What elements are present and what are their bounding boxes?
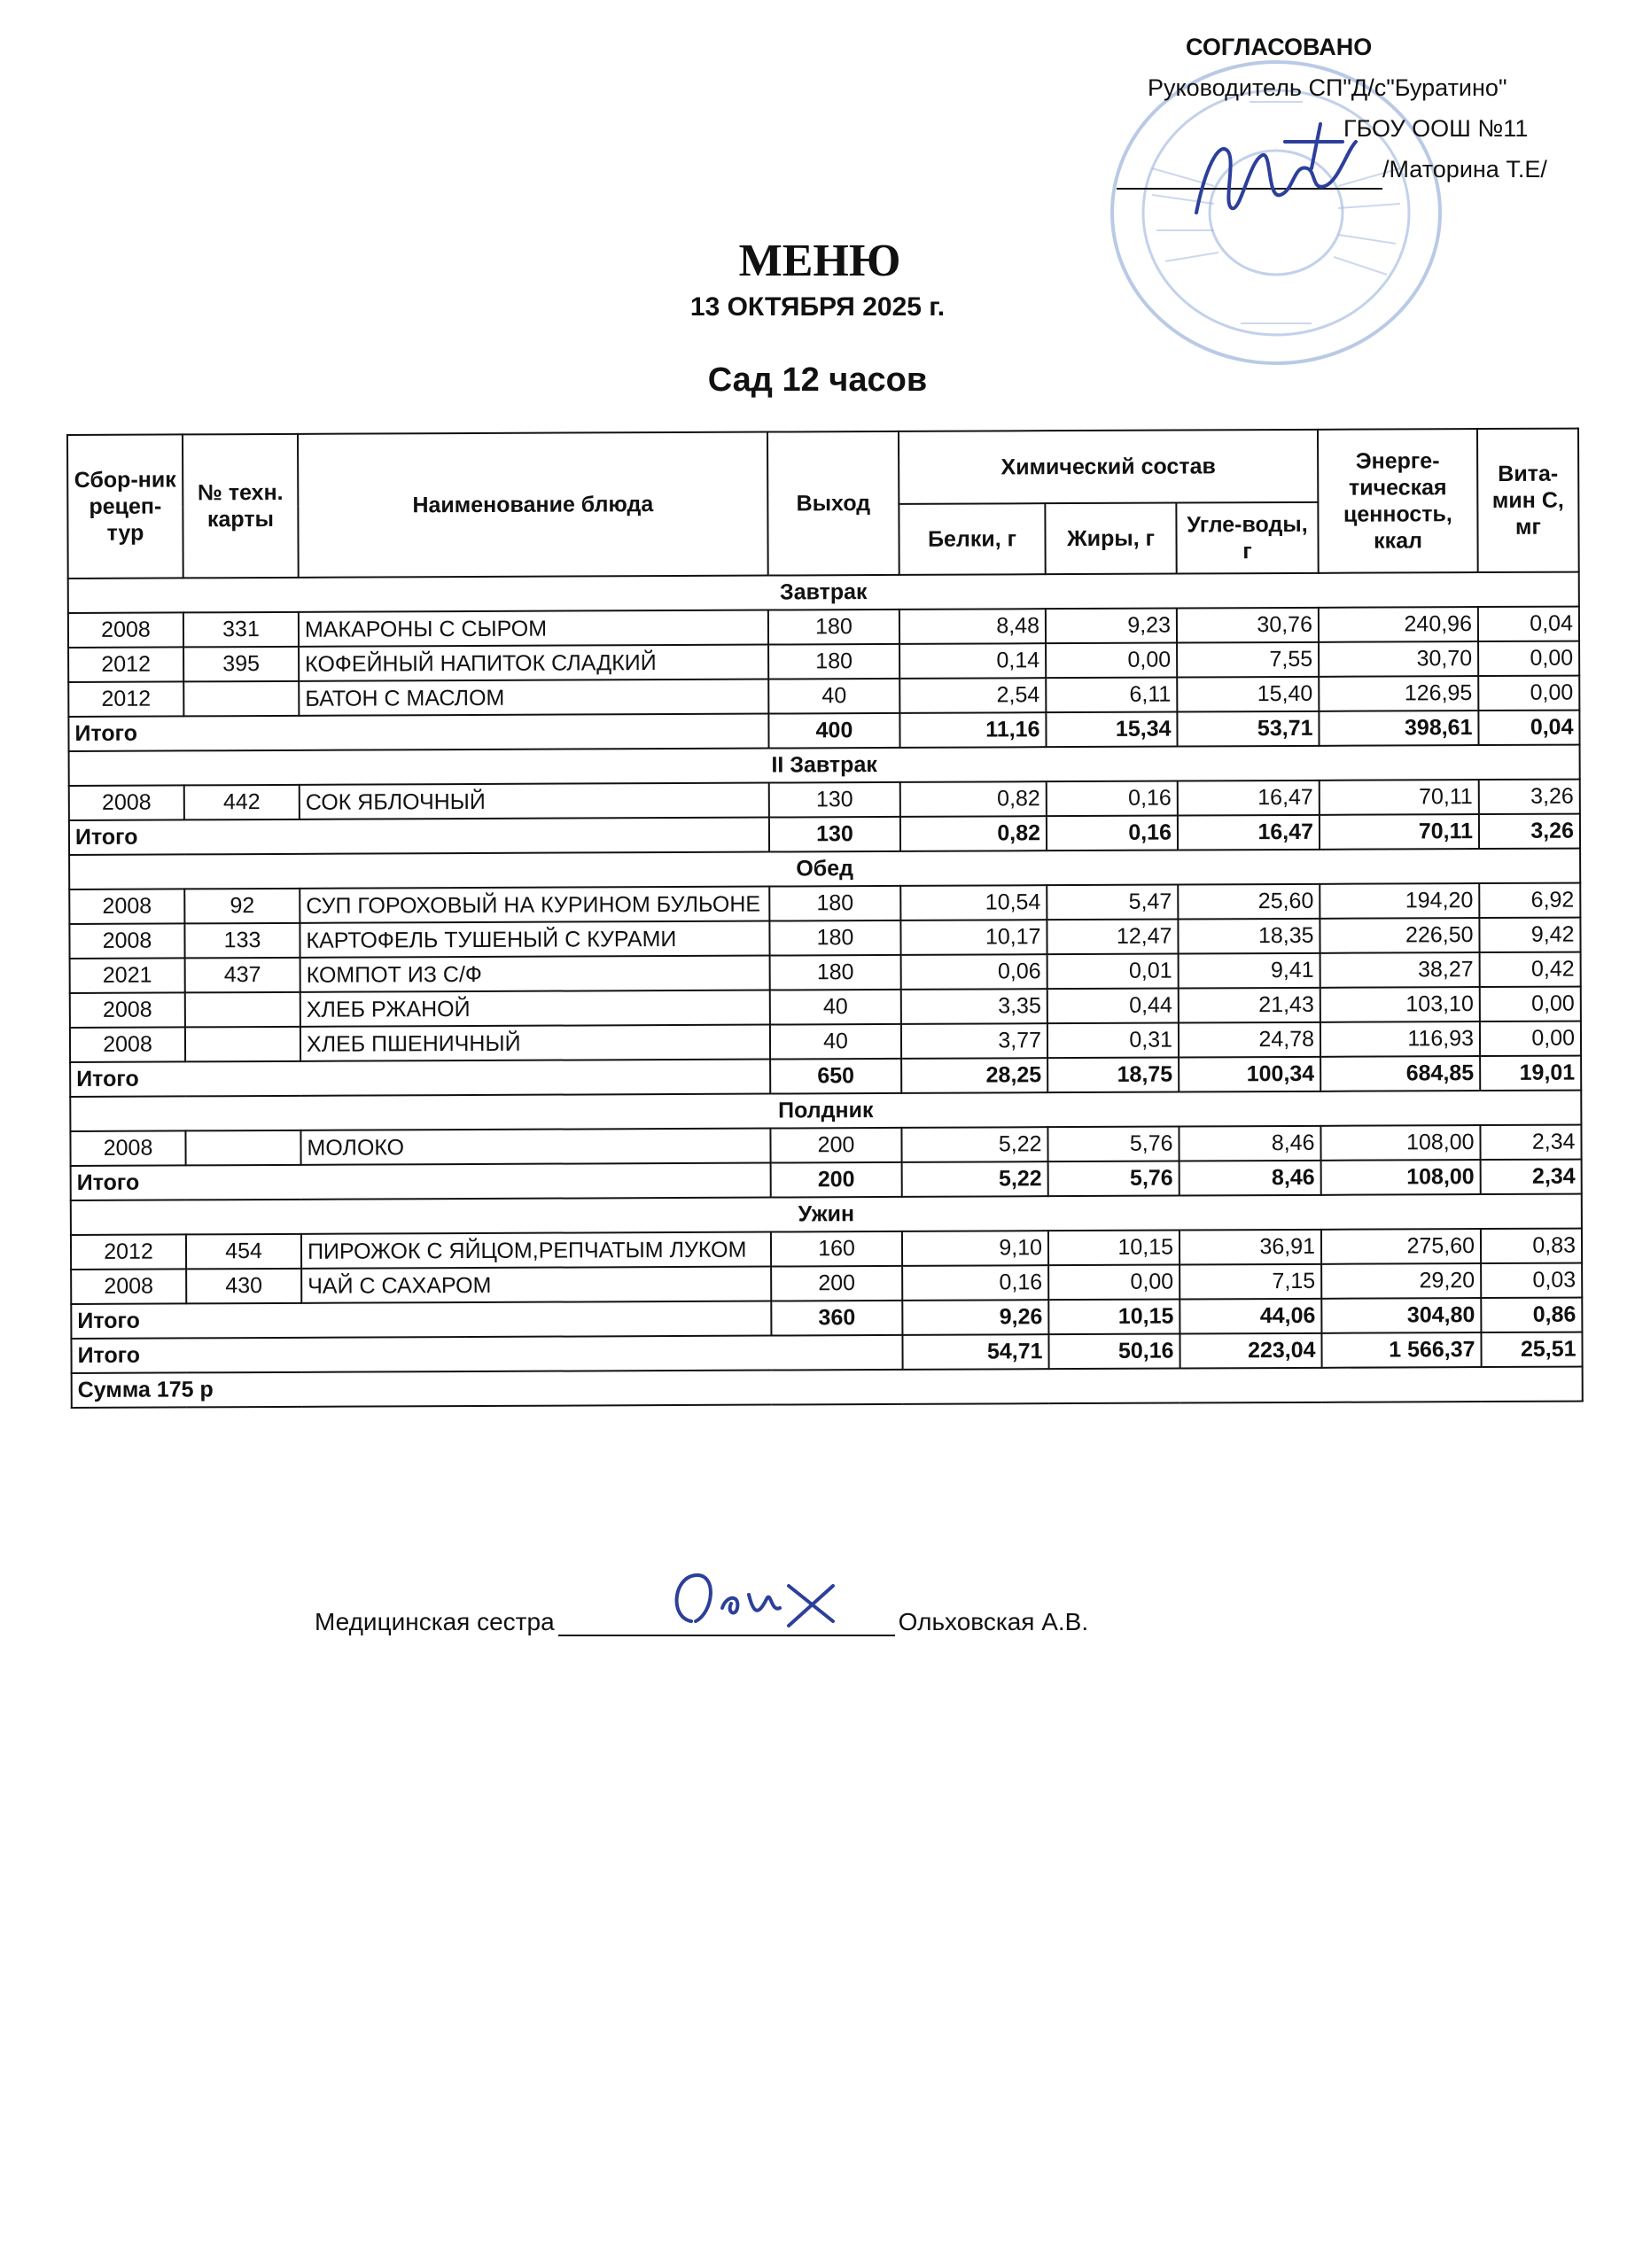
total-fat: 0,16 <box>1047 816 1178 851</box>
header-output: Выход <box>767 431 899 576</box>
cell-output: 40 <box>770 990 901 1025</box>
cell-carbs: 18,35 <box>1178 919 1320 954</box>
grand-total-vitc: 25,51 <box>1481 1332 1582 1367</box>
cell-fat: 0,00 <box>1046 643 1177 679</box>
total-carbs: 8,46 <box>1180 1161 1321 1196</box>
cell-protein: 3,35 <box>901 989 1047 1024</box>
cell-fat: 0,31 <box>1047 1023 1179 1059</box>
cell-output: 40 <box>770 1024 901 1060</box>
cell-carbs: 8,46 <box>1179 1126 1320 1161</box>
total-fat: 5,76 <box>1048 1161 1180 1197</box>
nurse-signature <box>656 1559 868 1639</box>
cell-tech-card: 437 <box>185 958 300 993</box>
cell-dish-name: ХЛЕБ РЖАНОЙ <box>300 990 770 1027</box>
total-carbs: 16,47 <box>1178 815 1320 850</box>
cell-sbornik: 2008 <box>70 992 185 1028</box>
cell-tech-card <box>185 1027 300 1062</box>
meal-section-title: II Завтрак <box>69 745 1580 786</box>
cell-dish-name: МОЛОКО <box>300 1129 770 1165</box>
cell-fat: 0,16 <box>1047 781 1178 817</box>
menu-subtitle-text: Сад 12 часов <box>707 361 928 399</box>
cell-tech-card: 331 <box>183 612 299 648</box>
cell-energy: 108,00 <box>1320 1125 1480 1161</box>
menu-subtitle <box>0 361 1635 400</box>
header-protein: Белки, г <box>899 503 1045 575</box>
total-protein: 0,82 <box>900 816 1047 851</box>
cell-carbs: 7,55 <box>1177 642 1319 678</box>
cell-vitamin-c: 0,03 <box>1481 1263 1582 1298</box>
cell-dish-name: КОМПОТ ИЗ С/Ф <box>300 956 770 992</box>
total-label: Итого <box>71 1301 771 1339</box>
total-energy: 684,85 <box>1320 1056 1480 1091</box>
grand-total-label: Итого <box>71 1335 902 1373</box>
total-output: 200 <box>771 1162 902 1198</box>
cell-dish-name: СУП ГОРОХОВЫЙ НА КУРИНОМ БУЛЬОНЕ <box>300 887 769 923</box>
cell-output: 180 <box>768 610 899 645</box>
total-vitc: 19,01 <box>1480 1056 1581 1091</box>
total-output: 360 <box>771 1301 902 1336</box>
cell-sbornik: 2012 <box>68 647 183 682</box>
cell-protein: 0,06 <box>901 954 1047 990</box>
cell-carbs: 21,43 <box>1179 988 1320 1023</box>
total-protein: 11,16 <box>899 712 1046 748</box>
cell-output: 200 <box>770 1128 901 1163</box>
grand-total-protein: 54,71 <box>902 1334 1048 1370</box>
cell-carbs: 9,41 <box>1179 953 1320 989</box>
nurse-name: Ольховская А.В. <box>898 1608 1089 1635</box>
cell-energy: 240,96 <box>1319 607 1478 642</box>
header-energy: Энерге-тическая ценность, ккал <box>1318 429 1478 573</box>
cell-protein: 8,48 <box>899 609 1046 644</box>
cell-vitamin-c: 0,83 <box>1481 1229 1582 1263</box>
cell-tech-card: 430 <box>186 1269 301 1304</box>
total-protein: 9,26 <box>902 1300 1048 1335</box>
cell-carbs: 30,76 <box>1177 608 1319 643</box>
cell-vitamin-c: 0,42 <box>1480 952 1581 987</box>
approval-title: СОГЛАСОВАНО <box>1186 34 1373 60</box>
cell-energy: 116,93 <box>1320 1021 1480 1057</box>
cell-output: 40 <box>768 679 899 714</box>
cell-dish-name: КОФЕЙНЫЙ НАПИТОК СЛАДКИЙ <box>299 645 768 681</box>
cell-tech-card <box>185 1130 300 1166</box>
cell-vitamin-c: 0,04 <box>1478 607 1579 641</box>
menu-table <box>66 428 1584 1409</box>
cell-protein: 0,16 <box>902 1265 1048 1301</box>
cell-energy: 275,60 <box>1321 1229 1481 1264</box>
cell-dish-name: СОК ЯБЛОЧНЫЙ <box>300 783 769 819</box>
cell-vitamin-c: 0,00 <box>1478 641 1579 676</box>
cell-fat: 9,23 <box>1046 609 1177 644</box>
cell-carbs: 36,91 <box>1180 1230 1321 1265</box>
cell-dish-name: ХЛЕБ ПШЕНИЧНЫЙ <box>300 1025 770 1061</box>
menu-date <box>0 292 1635 322</box>
cell-output: 160 <box>771 1231 902 1267</box>
total-fat: 15,34 <box>1046 712 1177 748</box>
header-dish-name: Наименование блюда <box>298 432 768 578</box>
cell-sbornik: 2008 <box>70 1130 185 1166</box>
meal-section-title: Полдник <box>70 1091 1581 1131</box>
cell-sbornik: 2008 <box>68 612 183 648</box>
total-protein: 28,25 <box>901 1058 1047 1093</box>
menu-table-body <box>68 572 1583 1408</box>
cell-energy: 194,20 <box>1320 883 1479 919</box>
cell-protein: 3,77 <box>901 1023 1047 1059</box>
total-protein: 5,22 <box>902 1161 1048 1197</box>
cell-tech-card: 395 <box>183 647 299 682</box>
total-fat: 10,15 <box>1048 1300 1180 1335</box>
cell-dish-name: ПИРОЖОК С ЯЙЦОМ,РЕПЧАТЫМ ЛУКОМ <box>301 1232 771 1269</box>
cell-output: 180 <box>770 955 901 990</box>
sum-row <box>72 1367 1583 1408</box>
total-carbs: 53,71 <box>1177 711 1319 747</box>
total-output: 400 <box>768 713 899 749</box>
header-carbs: Угле-воды, г <box>1176 502 1318 574</box>
cell-protein: 5,22 <box>901 1127 1047 1162</box>
cell-dish-name: ЧАЙ С САХАРОМ <box>301 1267 771 1303</box>
grand-total-carbs: 223,04 <box>1180 1333 1321 1369</box>
cell-dish-name: МАКАРОНЫ С СЫРОМ <box>299 610 768 647</box>
cell-protein: 9,10 <box>902 1231 1048 1266</box>
cell-tech-card: 133 <box>184 923 300 959</box>
cell-sbornik: 2008 <box>70 1027 185 1062</box>
cell-tech-card <box>185 992 300 1028</box>
cell-dish-name: БАТОН С МАСЛОМ <box>299 680 768 716</box>
total-label: Итого <box>70 1060 770 1097</box>
cell-protein: 10,54 <box>900 885 1047 920</box>
cell-carbs: 25,60 <box>1178 884 1320 920</box>
cell-fat: 0,00 <box>1048 1265 1180 1301</box>
cell-tech-card <box>183 681 299 717</box>
total-label: Итого <box>69 818 769 855</box>
grand-total-energy: 1 566,37 <box>1321 1332 1481 1368</box>
total-energy: 304,80 <box>1321 1298 1481 1333</box>
cell-fat: 5,76 <box>1047 1127 1179 1162</box>
meal-section-title: Обед <box>69 849 1580 889</box>
cell-vitamin-c: 9,42 <box>1479 918 1580 952</box>
cell-carbs: 24,78 <box>1179 1022 1320 1058</box>
total-label: Итого <box>68 714 768 751</box>
cell-output: 200 <box>771 1266 902 1301</box>
cell-vitamin-c: 2,34 <box>1480 1125 1581 1160</box>
menu-date-text: 13 ОКТЯБРЯ 2025 г. <box>689 292 946 322</box>
cell-carbs: 15,40 <box>1177 677 1319 712</box>
cell-energy: 103,10 <box>1320 987 1480 1022</box>
cell-energy: 70,11 <box>1320 780 1479 815</box>
total-energy: 398,61 <box>1319 711 1478 746</box>
cell-output: 180 <box>769 886 900 921</box>
cell-vitamin-c: 6,92 <box>1479 883 1580 918</box>
total-carbs: 100,34 <box>1179 1057 1320 1092</box>
cell-protein: 0,82 <box>900 781 1047 817</box>
total-vitc: 3,26 <box>1479 814 1580 849</box>
total-fat: 18,75 <box>1047 1058 1179 1093</box>
cell-output: 180 <box>769 920 900 956</box>
header-vitamin: Вита-мин С, мг <box>1477 429 1579 572</box>
approval-director: Руководитель СП"Д/с"Буратино" <box>1148 74 1507 101</box>
cell-fat: 0,44 <box>1047 989 1179 1024</box>
cell-tech-card: 454 <box>186 1234 301 1270</box>
meal-section-title: Ужин <box>71 1194 1582 1235</box>
cell-sbornik: 2012 <box>68 681 183 717</box>
cell-vitamin-c: 0,00 <box>1478 676 1579 711</box>
cell-vitamin-c: 3,26 <box>1479 780 1580 814</box>
cell-protein: 2,54 <box>899 678 1046 713</box>
cell-sbornik: 2008 <box>69 785 184 820</box>
total-carbs: 44,06 <box>1180 1299 1321 1334</box>
header-sbornik: Сбор-ник рецеп-тур <box>67 434 183 579</box>
cell-energy: 38,27 <box>1320 952 1480 988</box>
director-signature <box>1179 115 1382 239</box>
cell-sbornik: 2008 <box>69 923 184 959</box>
total-vitc: 0,04 <box>1478 711 1579 745</box>
cell-energy: 226,50 <box>1320 918 1479 953</box>
nurse-role: Медицинская сестра <box>315 1608 555 1635</box>
grand-total-fat: 50,16 <box>1048 1334 1180 1370</box>
cell-sbornik: 2012 <box>71 1234 186 1270</box>
cell-carbs: 7,15 <box>1180 1264 1321 1300</box>
cell-carbs: 16,47 <box>1178 781 1320 816</box>
cell-fat: 6,11 <box>1046 678 1177 713</box>
total-energy: 70,11 <box>1320 814 1479 850</box>
cell-protein: 10,17 <box>900 920 1047 955</box>
total-vitc: 0,86 <box>1481 1298 1582 1332</box>
cell-fat: 5,47 <box>1047 885 1178 920</box>
cell-fat: 12,47 <box>1047 920 1178 955</box>
total-vitc: 2,34 <box>1481 1160 1582 1194</box>
total-output: 130 <box>769 817 900 852</box>
cell-energy: 126,95 <box>1319 676 1478 711</box>
cell-sbornik: 2021 <box>70 958 185 993</box>
cell-sbornik: 2008 <box>69 889 184 924</box>
menu-title <box>0 235 1635 287</box>
cell-vitamin-c: 0,00 <box>1480 1021 1581 1056</box>
header-chem: Химический состав <box>899 430 1318 504</box>
cell-fat: 10,15 <box>1048 1231 1180 1266</box>
menu-title-text: МЕНЮ <box>738 236 901 286</box>
cell-energy: 30,70 <box>1319 641 1478 677</box>
cell-vitamin-c: 0,00 <box>1480 987 1581 1021</box>
cell-dish-name: КАРТОФЕЛЬ ТУШЕНЫЙ С КУРАМИ <box>300 921 769 958</box>
total-output: 650 <box>770 1059 901 1094</box>
cell-energy: 29,20 <box>1321 1263 1481 1299</box>
cell-output: 180 <box>768 644 899 680</box>
sum-label: Сумма 175 р <box>72 1367 1583 1408</box>
cell-tech-card: 92 <box>184 889 300 924</box>
cell-fat: 0,01 <box>1047 954 1179 990</box>
cell-sbornik: 2008 <box>71 1269 186 1304</box>
header-tech-card: № техн. карты <box>183 434 299 579</box>
approval-person: /Маторина Т.Е/ <box>1382 156 1547 183</box>
total-energy: 108,00 <box>1321 1160 1481 1195</box>
meal-section-title: Завтрак <box>68 572 1579 613</box>
total-label: Итого <box>71 1163 771 1200</box>
header-fat: Жиры, г <box>1045 503 1176 575</box>
cell-protein: 0,14 <box>899 643 1046 679</box>
cell-tech-card: 442 <box>184 785 300 820</box>
cell-output: 130 <box>769 782 900 818</box>
approval-school: ГБОУ ООШ №11 <box>1343 115 1529 142</box>
